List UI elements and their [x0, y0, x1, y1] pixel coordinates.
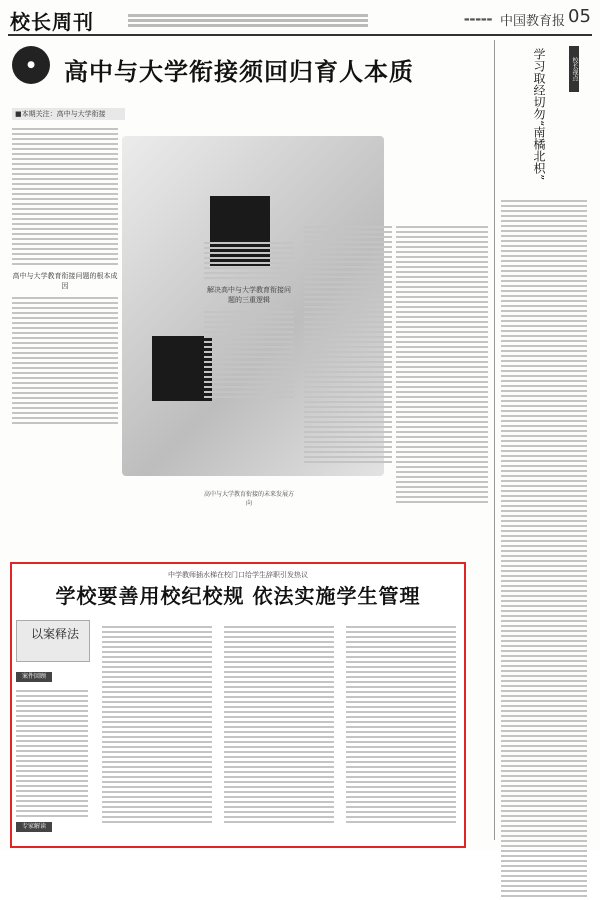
- puzzle-piece-bottom: [152, 336, 212, 401]
- page-number: 05: [568, 6, 591, 27]
- subhead-3: 高中与大学教育衔接的未来发展方向: [204, 491, 295, 507]
- top-article: [8, 36, 490, 556]
- column-logo-text: 以案释法: [31, 627, 80, 641]
- column-badge-icon: ●: [12, 46, 50, 84]
- featured-column-3: [346, 626, 456, 826]
- headline-row: [8, 42, 478, 92]
- paper-name: 中国教育报: [500, 14, 566, 29]
- highlighted-article: [10, 562, 466, 848]
- body-column-2: [204, 242, 294, 401]
- case-review-tag: 案件回顾: [16, 672, 52, 682]
- right-column-body: [501, 200, 587, 900]
- masthead-fineprint: [128, 12, 368, 28]
- expert-tag: 专家解读: [16, 822, 52, 832]
- subhead-2: 解决高中与大学教育衔接问题的三重逻辑: [207, 286, 291, 304]
- right-column-tag: 校长视点: [569, 46, 579, 92]
- right-column-title: 学习取经切勿“南橘北枳”: [532, 48, 546, 181]
- subhead-1: 高中与大学教育衔接问题的根本成因: [12, 272, 118, 290]
- masthead-date: ▬▬▬▬▬: [464, 16, 493, 23]
- column-logo: [16, 620, 90, 662]
- body-column-4: [396, 226, 488, 506]
- featured-pretitle: 中学教师插水梯在校门口给学生辞职引发热议: [168, 571, 308, 579]
- section-title: 校长周刊: [10, 10, 94, 34]
- featured-title: 学校要善用校纪校规 依法实施学生管理: [55, 584, 421, 608]
- right-column: [494, 40, 593, 840]
- body-column-1: [12, 128, 118, 427]
- body-column-3: [304, 226, 392, 466]
- masthead: [8, 4, 592, 36]
- headline: 高中与大学衔接须回归育人本质: [64, 57, 414, 86]
- case-review-body: [16, 690, 88, 820]
- featured-column-1: [102, 626, 212, 826]
- featured-column-2: [224, 626, 334, 826]
- intro-label: ■本期关注：高中与大学衔接: [12, 108, 125, 120]
